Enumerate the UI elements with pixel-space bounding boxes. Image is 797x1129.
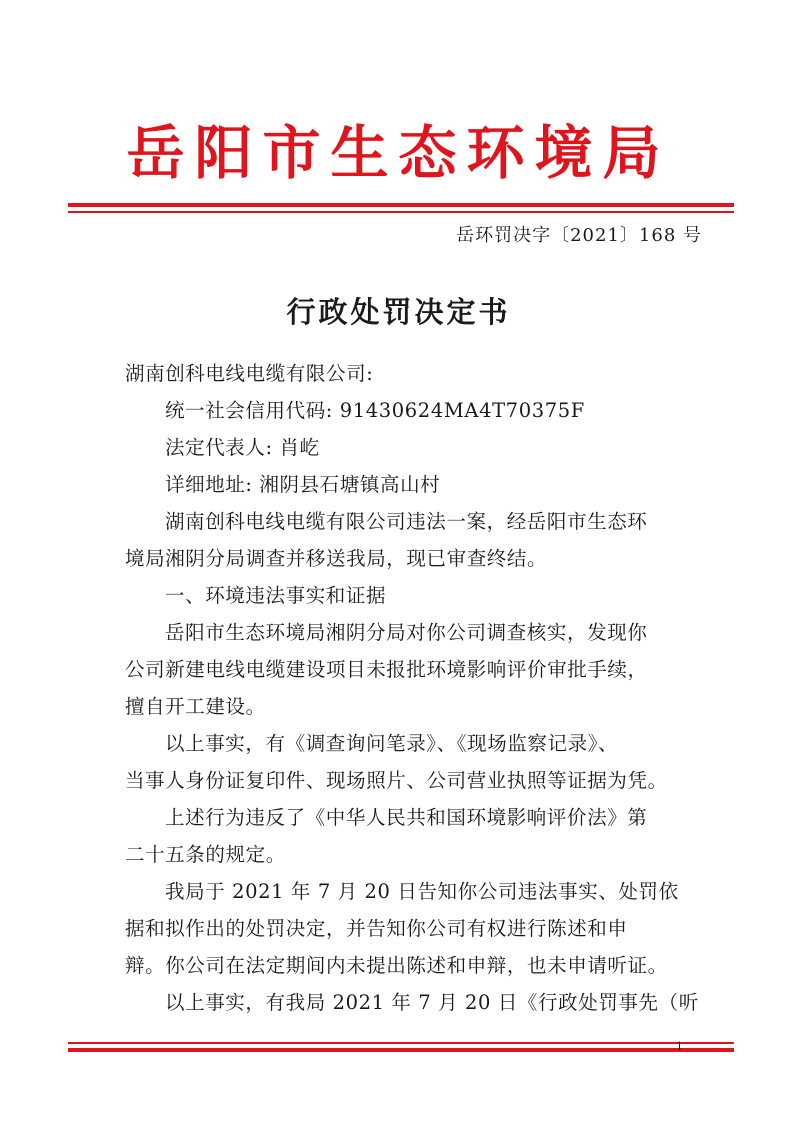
body-line: 辩。你公司在法定期间内未提出陈述和申辩，也未申请听证。 — [125, 954, 668, 977]
body-line: 境局湘阴分局调查并移送我局，现已审查终结。 — [125, 547, 548, 570]
header-divider-thin — [68, 211, 734, 213]
body-line: 二十五条的规定。 — [125, 843, 286, 866]
detailed-address: 详细地址: 湘阴县石塘镇高山村 — [165, 473, 441, 496]
body-line: 公司新建电线电缆建设项目未报批环境影响评价审批手续， — [125, 658, 648, 681]
body-line: 我局于 2021 年 7 月 20 日告知你公司违法事实、处罚依 — [165, 880, 679, 903]
party-name: 湖南创科电线电缆有限公司: — [125, 362, 374, 385]
issuing-authority-title: 岳阳市生态环境局 — [126, 119, 671, 187]
section-heading: 一、环境违法事实和证据 — [165, 584, 387, 607]
body-line: 以上事实，有我局 2021 年 7 月 20 日《行政处罚事先（听 — [165, 991, 699, 1014]
footer-divider-thin — [68, 1042, 734, 1044]
body-line: 以上事实，有《调查询问笔录》、《现场监察记录》、 — [165, 732, 619, 755]
body-line: 上述行为违反了《中华人民共和国环境影响评价法》第 — [165, 806, 648, 829]
body-line: 湖南创科电线电缆有限公司违法一案，经岳阳市生态环 — [165, 510, 648, 533]
header-divider-thick — [68, 203, 734, 207]
body-line: 擅自开工建设。 — [125, 695, 266, 718]
body-line: 岳阳市生态环境局湘阴分局对你公司调查核实，发现你 — [165, 621, 648, 644]
legal-representative: 法定代表人: 肖屹 — [165, 436, 320, 459]
body-line: 据和拟作出的处罚决定，并告知你公司有权进行陈述和申 — [125, 917, 628, 940]
body-line: 当事人身份证复印件、现场照片、公司营业执照等证据为凭。 — [125, 769, 668, 792]
footer-divider-thick — [68, 1048, 734, 1052]
document-title: 行政处罚决定书 — [286, 295, 511, 329]
page-number: 1 — [676, 1040, 683, 1053]
credit-code: 统一社会信用代码: 91430624MA4T70375F — [165, 399, 585, 422]
document-number: 岳环罚决字〔2021〕168 号 — [456, 225, 702, 246]
